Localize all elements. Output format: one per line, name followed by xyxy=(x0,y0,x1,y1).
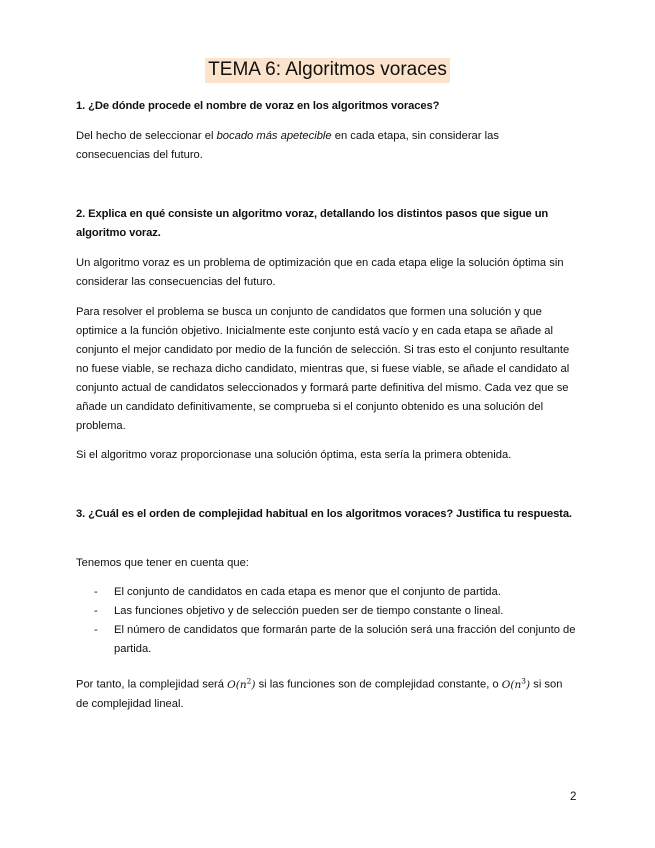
answer-1-paragraph xyxy=(76,127,576,165)
complexity-formula-cubic xyxy=(501,676,531,691)
answer-2-text-3: Si el algoritmo voraz proporcionase una solución óptima, esta sería la primera obtenida. xyxy=(76,449,512,461)
page-title: TEMA 6: Algoritmos voraces xyxy=(205,58,450,83)
page-number: 2 xyxy=(570,791,577,803)
answer-3-intro-text: Tenemos que tener en cuenta que: xyxy=(76,557,249,569)
answer-1-text-start: Del hecho de seleccionar el xyxy=(76,130,217,142)
formula-base: O(n xyxy=(227,678,247,691)
complexity-formula-quadratic xyxy=(227,676,256,691)
answer-2-text-2: Para resolver el problema se busca un conjunto de candidatos que formen una solución y que optimice a la función objetivo. Inicialmente este conjunto está vacío y en cada etapa se añade al conjunto el mejor candidato por medio de la función de selección. Si tras esto el conjunto resultante no fuese viable, se rechaza dicho candidato, mientras que, si fuese viable, se añade el candidato al conjunto actual de candidatos seleccionados y formará parte definitiva del mismo. Cada vez que se añade un candidato definitivamente, se comprueba si el conjunto obtenido es una solución del problema. xyxy=(76,306,570,432)
answer-1-block xyxy=(76,127,576,165)
conclusion-text-start: Por tanto, la complejidad será xyxy=(76,678,228,691)
conclusion-text-middle: si las funciones son de complejidad constante, o xyxy=(255,678,502,691)
formula-close: ) xyxy=(251,678,256,691)
answer-3-conclusion-paragraph xyxy=(76,671,576,714)
question-1-block xyxy=(76,97,576,116)
list-item-text: El conjunto de candidatos en cada etapa es menor que el conjunto de partida. xyxy=(114,586,501,598)
list-item xyxy=(76,583,576,602)
list-item xyxy=(76,602,576,621)
answer-1-emphasis: bocado más apetecible xyxy=(216,130,332,142)
question-3-block xyxy=(76,505,576,524)
question-2-heading: 2. Explica en qué consiste un algoritmo voraz, detallando los distintos pasos que sigue un algoritmo voraz. xyxy=(76,208,549,239)
question-3-heading: 3. ¿Cuál es el orden de complejidad habitual en los algoritmos voraces? Justifica tu respuesta. xyxy=(76,508,572,520)
answer-3-bullet-list xyxy=(76,583,576,659)
list-item-text: El número de candidatos que formarán parte de la solución será una fracción del conjunto de partida. xyxy=(114,624,576,655)
answer-2-paragraph-2 xyxy=(76,303,576,436)
bullet-dash: - xyxy=(94,605,98,617)
question-2-block xyxy=(76,205,576,243)
title-container xyxy=(0,58,655,83)
question-1-heading: 1. ¿De dónde procede el nombre de voraz en los algoritmos voraces? xyxy=(76,100,440,112)
list-item-text: Las funciones objetivo y de selección pueden ser de tiempo constante o lineal. xyxy=(114,605,504,617)
formula-exponent: 3 xyxy=(521,676,527,685)
answer-3-conclusion xyxy=(76,671,576,714)
answer-2-paragraph-3 xyxy=(76,446,576,465)
formula-close: ) xyxy=(526,678,531,691)
answer-1-text-end: en cada etapa, sin considerar las consecuencias del futuro. xyxy=(76,130,499,161)
bullet-dash: - xyxy=(94,624,98,636)
answer-2-paragraph-1 xyxy=(76,254,576,292)
answer-3-intro xyxy=(76,554,576,573)
bullet-dash: - xyxy=(94,586,98,598)
list-item xyxy=(76,621,576,659)
conclusion-text-end: si son de complejidad lineal. xyxy=(76,678,563,710)
formula-exponent: 2 xyxy=(246,676,252,685)
answer-2-text-1: Un algoritmo voraz es un problema de optimización que en cada etapa elige la solución óptima sin considerar las consecuencias del futuro. xyxy=(76,257,564,288)
formula-base: O(n xyxy=(501,678,522,691)
